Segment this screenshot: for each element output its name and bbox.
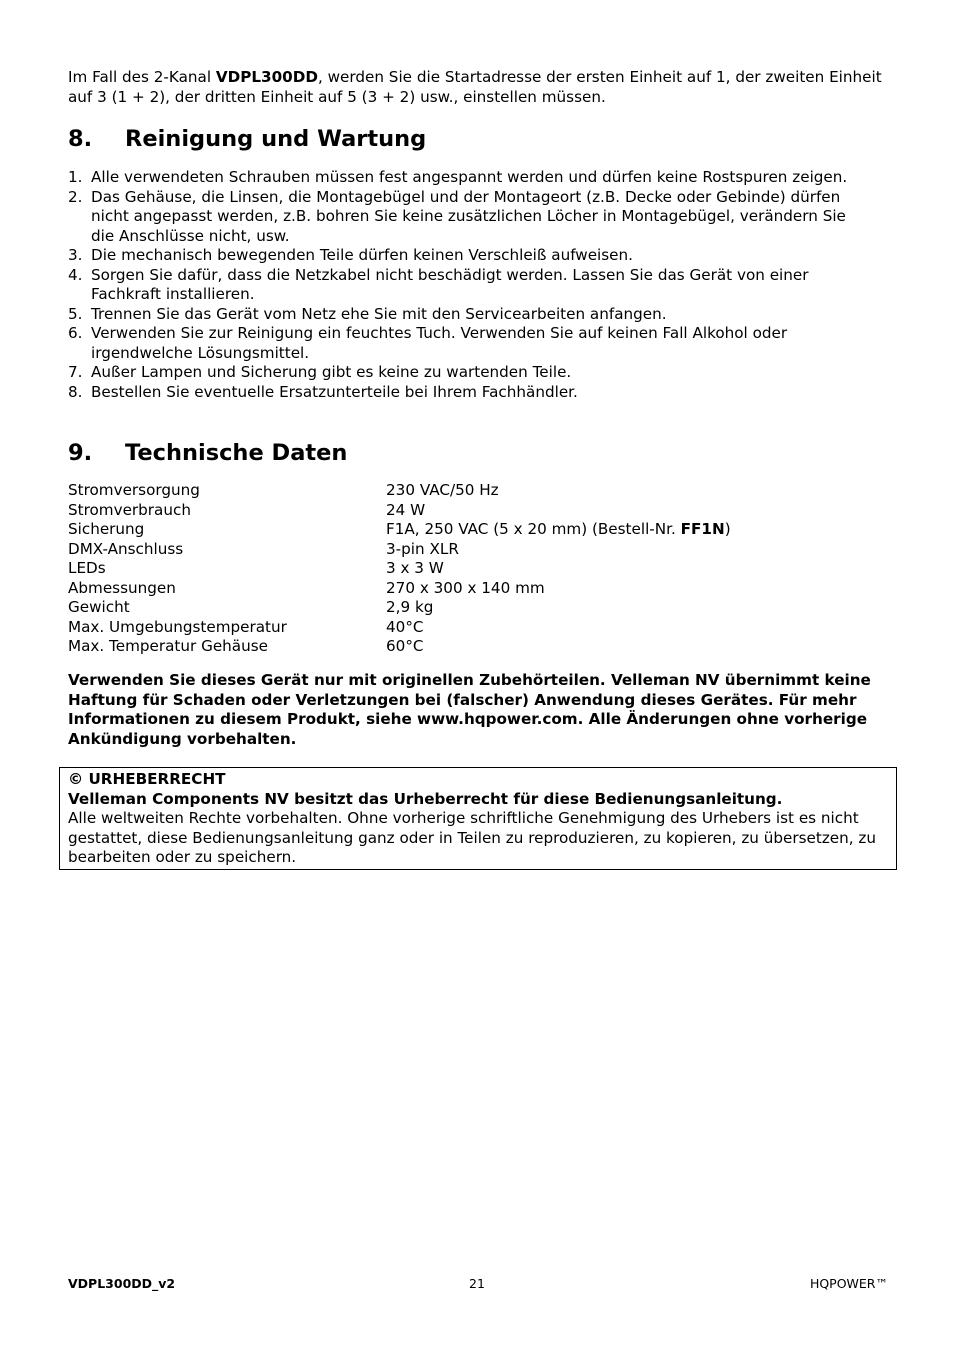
list-item <box>68 168 868 188</box>
spec-label: Sicherung <box>68 520 145 538</box>
spec-label: LEDs <box>68 559 106 577</box>
table-row <box>68 559 731 579</box>
specs-table <box>68 481 731 657</box>
spec-label: Max. Temperatur Gehäuse <box>68 637 269 655</box>
copyright-heading: © URHEBERRECHT <box>68 770 226 788</box>
list-item-text: Trennen Sie das Gerät vom Netz ehe Sie mit den Servicearbeiten anfangen. <box>91 304 667 323</box>
list-item-text: Die mechanisch bewegenden Teile dürfen keinen Verschleiß aufweisen. <box>91 246 633 264</box>
spec-label: DMX-Anschluss <box>68 539 184 558</box>
spec-label: Abmessungen <box>68 578 176 597</box>
list-item-number: 4. <box>68 265 83 284</box>
intro-paragraph <box>68 68 888 107</box>
table-row <box>68 481 731 501</box>
list-item <box>68 246 868 266</box>
list-item <box>68 266 868 305</box>
footer-doc-id: VDPL300DD_v2 <box>68 1276 176 1291</box>
table-row <box>68 618 731 638</box>
list-item-number: 3. <box>68 246 83 264</box>
list-item-number: 1. <box>68 168 83 186</box>
spec-value-fuse <box>386 520 731 540</box>
list-item <box>68 188 868 247</box>
list-item-text: Bestellen Sie eventuelle Ersatzunterteile bei Ihrem Fachhändler. <box>91 382 578 401</box>
list-item-text: Verwenden Sie zur Reinigung ein feuchtes Tuch. Verwenden Sie auf keinen Fall Alkohol oder irgendwelche Lösungsmittel. <box>91 324 788 362</box>
section-number: 9. <box>68 440 93 466</box>
copyright-subheading: Velleman Components NV besitzt das Urheberrecht für diese Bedienungsanleitung. <box>68 789 783 808</box>
spec-value: 2,9 kg <box>386 598 434 616</box>
spec-value: F1A, 250 VAC (5 x 20 mm) (Bestell-Nr. <box>386 520 681 538</box>
list-item <box>68 324 868 363</box>
spec-value: 60°C <box>386 637 424 655</box>
list-item-number: 6. <box>68 324 83 342</box>
list-item-text: Das Gehäuse, die Linsen, die Montagebügel und der Montageort (z.B. Decke oder Gebinde) dürfen nicht angepasst werden, z.B. bohren Sie keine zusätzlichen Löcher in Montagebügel, verändern Sie die Anschlüsse nicht, usw. <box>91 187 846 245</box>
list-item-number: 2. <box>68 187 83 206</box>
list-item <box>68 305 868 325</box>
section-heading-specs <box>68 440 347 466</box>
spec-value: 40°C <box>386 617 424 636</box>
maintenance-list <box>68 168 868 402</box>
spec-value: 230 VAC/50 Hz <box>386 481 499 499</box>
list-item-text: Alle verwendeten Schrauben müssen fest angespannt werden und dürfen keine Rostspuren zeigen. <box>91 168 848 186</box>
spec-label: Gewicht <box>68 598 130 616</box>
spec-value: 3 x 3 W <box>386 559 444 577</box>
table-row <box>68 637 731 657</box>
copyright-body: Alle weltweiten Rechte vorbehalten. Ohne vorherige schriftliche Genehmigung des Urhebers ist es nicht gestattet, diese Bedienungsanleitung ganz oder in Teilen zu reproduzieren, zu kopieren, zu übersetzen, zu bearbeiten oder zu speichern. <box>68 809 877 866</box>
list-item-text: Außer Lampen und Sicherung gibt es keine zu wartenden Teile. <box>91 363 572 381</box>
list-item <box>68 383 868 403</box>
intro-model: VDPL300DD <box>215 68 318 86</box>
usage-notice: Verwenden Sie dieses Gerät nur mit originellen Zubehörteilen. Velleman NV übernimmt keine Haftung für Schaden oder Verletzungen bei (falscher) Anwendung dieses Gerätes. Für mehr Informationen zu diesem Produkt, siehe www.hqpower.com. Alle Änderungen ohne vorherige Ankündigung vorbehalten. <box>68 671 871 748</box>
spec-value: 24 W <box>386 500 426 519</box>
table-row <box>68 540 731 560</box>
section-heading-cleaning <box>68 126 426 152</box>
footer-page-number: 21 <box>469 1276 485 1291</box>
spec-value: 270 x 300 x 140 mm <box>386 578 545 597</box>
table-row <box>68 579 731 599</box>
spec-value: 3-pin XLR <box>386 539 459 558</box>
intro-text-post: , werden Sie die Startadresse der ersten Einheit auf 1, der zweiten Einheit auf 3 (1 + 2), der dritten Einheit auf 5 (3 + 2) usw., einstellen müssen. <box>68 68 882 106</box>
table-row <box>68 501 731 521</box>
section-title: Reinigung und Wartung <box>125 126 427 152</box>
list-item-number: 7. <box>68 363 83 381</box>
spec-label: Stromverbrauch <box>68 500 191 519</box>
list-item-text: Sorgen Sie dafür, dass die Netzkabel nicht beschädigt werden. Lassen Sie das Gerät von einer Fachkraft installieren. <box>91 265 809 303</box>
footer-brand: HQPOWER™ <box>809 1276 888 1291</box>
list-item-number: 8. <box>68 382 83 401</box>
section-title: Technische Daten <box>125 440 348 466</box>
spec-label: Max. Umgebungstemperatur <box>68 617 287 636</box>
spec-value-suffix: ) <box>724 520 731 538</box>
table-row <box>68 598 731 618</box>
list-item <box>68 363 868 383</box>
order-number: FF1N <box>680 520 725 538</box>
copyright-box <box>59 767 897 870</box>
section-number: 8. <box>68 126 93 152</box>
list-item-number: 5. <box>68 304 83 323</box>
intro-text-pre: Im Fall des 2-Kanal <box>68 68 216 86</box>
spec-label: Stromversorgung <box>68 481 200 499</box>
table-row <box>68 520 731 540</box>
